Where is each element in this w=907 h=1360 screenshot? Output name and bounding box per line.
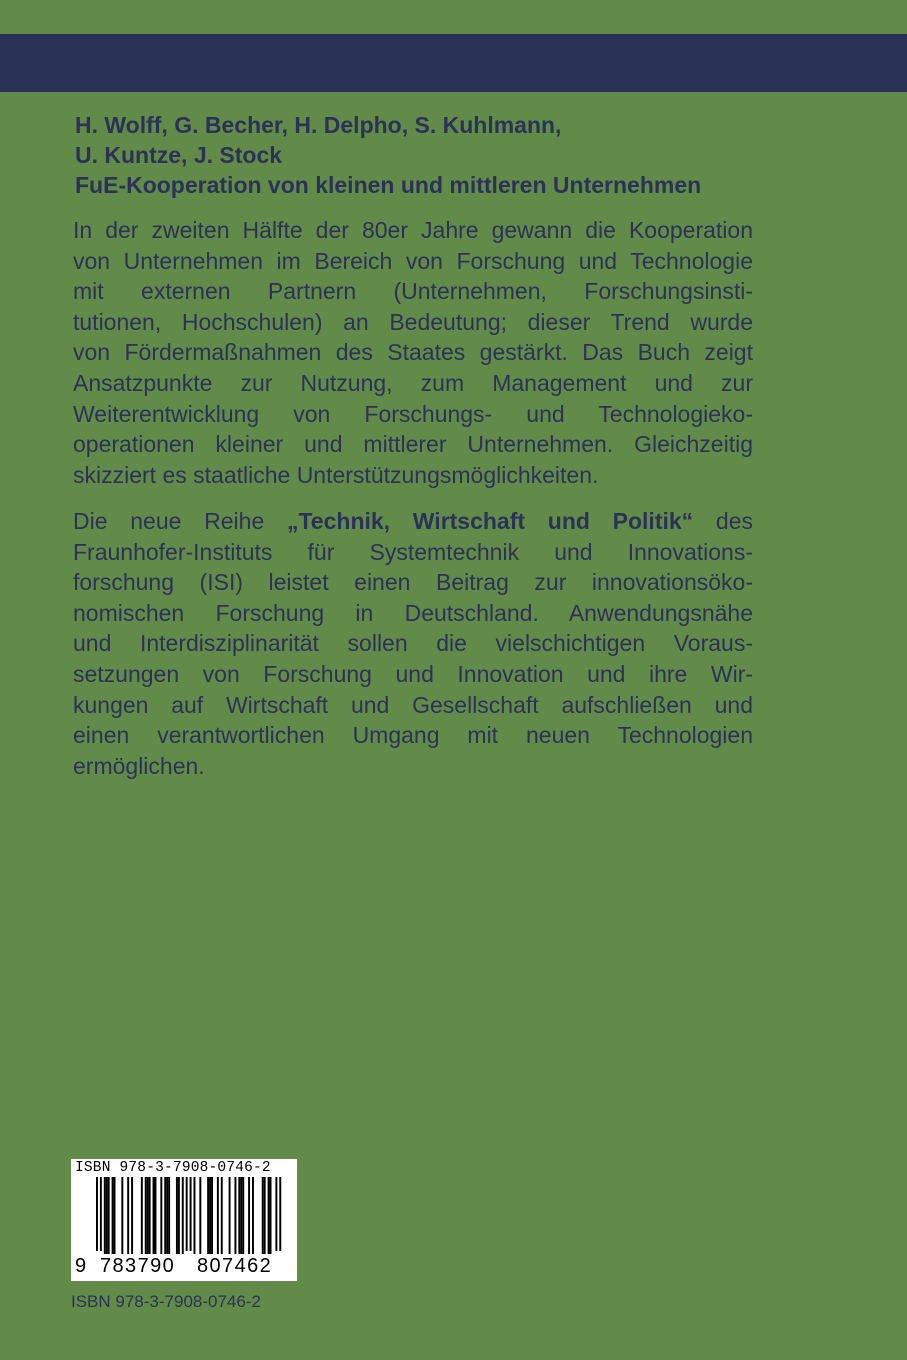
barcode-guard-bar: [186, 1177, 188, 1251]
barcode-right-digits: 807462: [197, 1255, 273, 1277]
barcode-bar: [207, 1177, 209, 1254]
barcode-bar: [221, 1177, 223, 1254]
barcode-bar: [248, 1177, 250, 1254]
barcode-bar: [160, 1177, 162, 1254]
paragraph-line: skizziert es staatliche Unterstützungsmöglichkeiten.: [73, 461, 599, 488]
barcode-bar: [242, 1177, 244, 1254]
barcode-bar: [149, 1177, 151, 1254]
barcode-first-digit: 9: [75, 1255, 87, 1277]
paragraph-line: [73, 506, 753, 537]
paragraph-line: setzungen von Forschung und Innovation und ihre Wir-: [73, 660, 753, 687]
barcode-guard-bar: [96, 1177, 98, 1251]
barcode-isbn-label: ISBN 978-3-7908-0746-2: [75, 1160, 271, 1176]
barcode: [71, 1159, 297, 1281]
isbn-text: ISBN 978-3-7908-0746-2: [71, 1292, 261, 1311]
barcode-bar: [141, 1177, 143, 1254]
barcode-bar: [176, 1177, 178, 1254]
paragraph-line: nomischen Forschung in Deutschland. Anwendungsnähe: [73, 599, 753, 626]
barcode-bar: [155, 1177, 157, 1254]
barcode-bar: [229, 1177, 231, 1254]
barcode-bar: [112, 1177, 114, 1254]
paragraph-line: Ansatzpunkte zur Nutzung, zum Management und zur: [73, 369, 753, 396]
paragraph-line: ermöglichen.: [73, 752, 205, 779]
barcode-bar: [127, 1177, 129, 1254]
barcode-bar: [147, 1177, 149, 1254]
authors-line-1: H. Wolff, G. Becher, H. Delpho, S. Kuhlmann,: [75, 112, 562, 138]
paragraph-line: und Interdisziplinarität sollen die vielschichtigen Voraus-: [73, 630, 753, 657]
paragraph-line: kungen auf Wirtschaft und Gesellschaft aufschließen und: [73, 691, 753, 718]
barcode-bar: [270, 1177, 272, 1254]
top-color-band: [0, 34, 907, 92]
barcode-guard-bar: [100, 1177, 102, 1251]
book-title: FuE-Kooperation von kleinen und mittleren Unternehmen: [75, 172, 702, 198]
barcode-bar: [131, 1177, 133, 1254]
paragraph-line: Fraunhofer-Instituts für Systemtechnik und Innovations-: [73, 538, 753, 565]
barcode-bar: [252, 1177, 254, 1254]
barcode-bar: [168, 1177, 170, 1254]
series-paragraph: [73, 506, 753, 781]
paragraph-line: tutionen, Hochschulen) an Bedeutung; dieser Trend wurde: [73, 308, 753, 335]
barcode-bar: [114, 1177, 116, 1254]
barcode-bar: [217, 1177, 219, 1254]
barcode-bar: [268, 1177, 270, 1254]
paragraph-line: von Fördermaßnahmen des Staates gestärkt. Das Buch zeigt: [73, 339, 753, 366]
barcode-bar: [153, 1177, 155, 1254]
barcode-bar: [166, 1177, 168, 1254]
barcode-left-digits: 783790: [100, 1255, 176, 1277]
barcode-bar: [182, 1177, 184, 1254]
authors-line-2: U. Kuntze, J. Stock: [75, 142, 283, 168]
barcode-bar: [104, 1177, 106, 1254]
series-intro-suffix: des: [693, 508, 753, 534]
barcode-bar: [121, 1177, 123, 1254]
barcode-bar: [178, 1177, 180, 1254]
paragraph-line: In der zweiten Hälfte der 80er Jahre gewann die Kooperation: [73, 217, 753, 243]
series-name: „Technik, Wirtschaft und Politik“: [286, 508, 694, 534]
barcode-bar: [199, 1177, 201, 1254]
paragraph-line: mit externen Partnern (Unternehmen, Forschungsinsti-: [73, 278, 753, 305]
barcode-bar: [209, 1177, 211, 1254]
barcode-bar: [240, 1177, 242, 1254]
paragraph-line: Weiterentwicklung von Forschungs- und Technologieko-: [73, 400, 753, 427]
barcode-bar: [194, 1177, 196, 1254]
series-intro-text: Die neue Reihe: [73, 508, 287, 534]
description-paragraph: [73, 215, 753, 490]
barcode-bar: [238, 1177, 240, 1254]
barcode-bar: [108, 1177, 110, 1254]
barcode-bar: [106, 1177, 108, 1254]
barcode-bar: [262, 1177, 264, 1254]
barcode-bar: [145, 1177, 147, 1254]
paragraph-line: forschung (ISI) leistet einen Beitrag zur innovationsöko-: [73, 569, 753, 596]
paragraph-line: von Unternehmen im Bereich von Forschung und Technologie: [73, 247, 753, 274]
paragraph-line: operationen kleiner und mittlerer Unternehmen. Gleichzeitig: [73, 431, 753, 458]
book-header: [75, 110, 775, 200]
barcode-bar: [164, 1177, 166, 1254]
barcode-bar: [264, 1177, 266, 1254]
barcode-guard-bar: [275, 1177, 277, 1251]
barcode-guard-bar: [190, 1177, 192, 1251]
barcode-bar: [211, 1177, 213, 1254]
barcode-bar: [234, 1177, 236, 1254]
barcode-guard-bar: [279, 1177, 281, 1251]
paragraph-line: einen verantwortlichen Umgang mit neuen Technologien: [73, 722, 753, 749]
